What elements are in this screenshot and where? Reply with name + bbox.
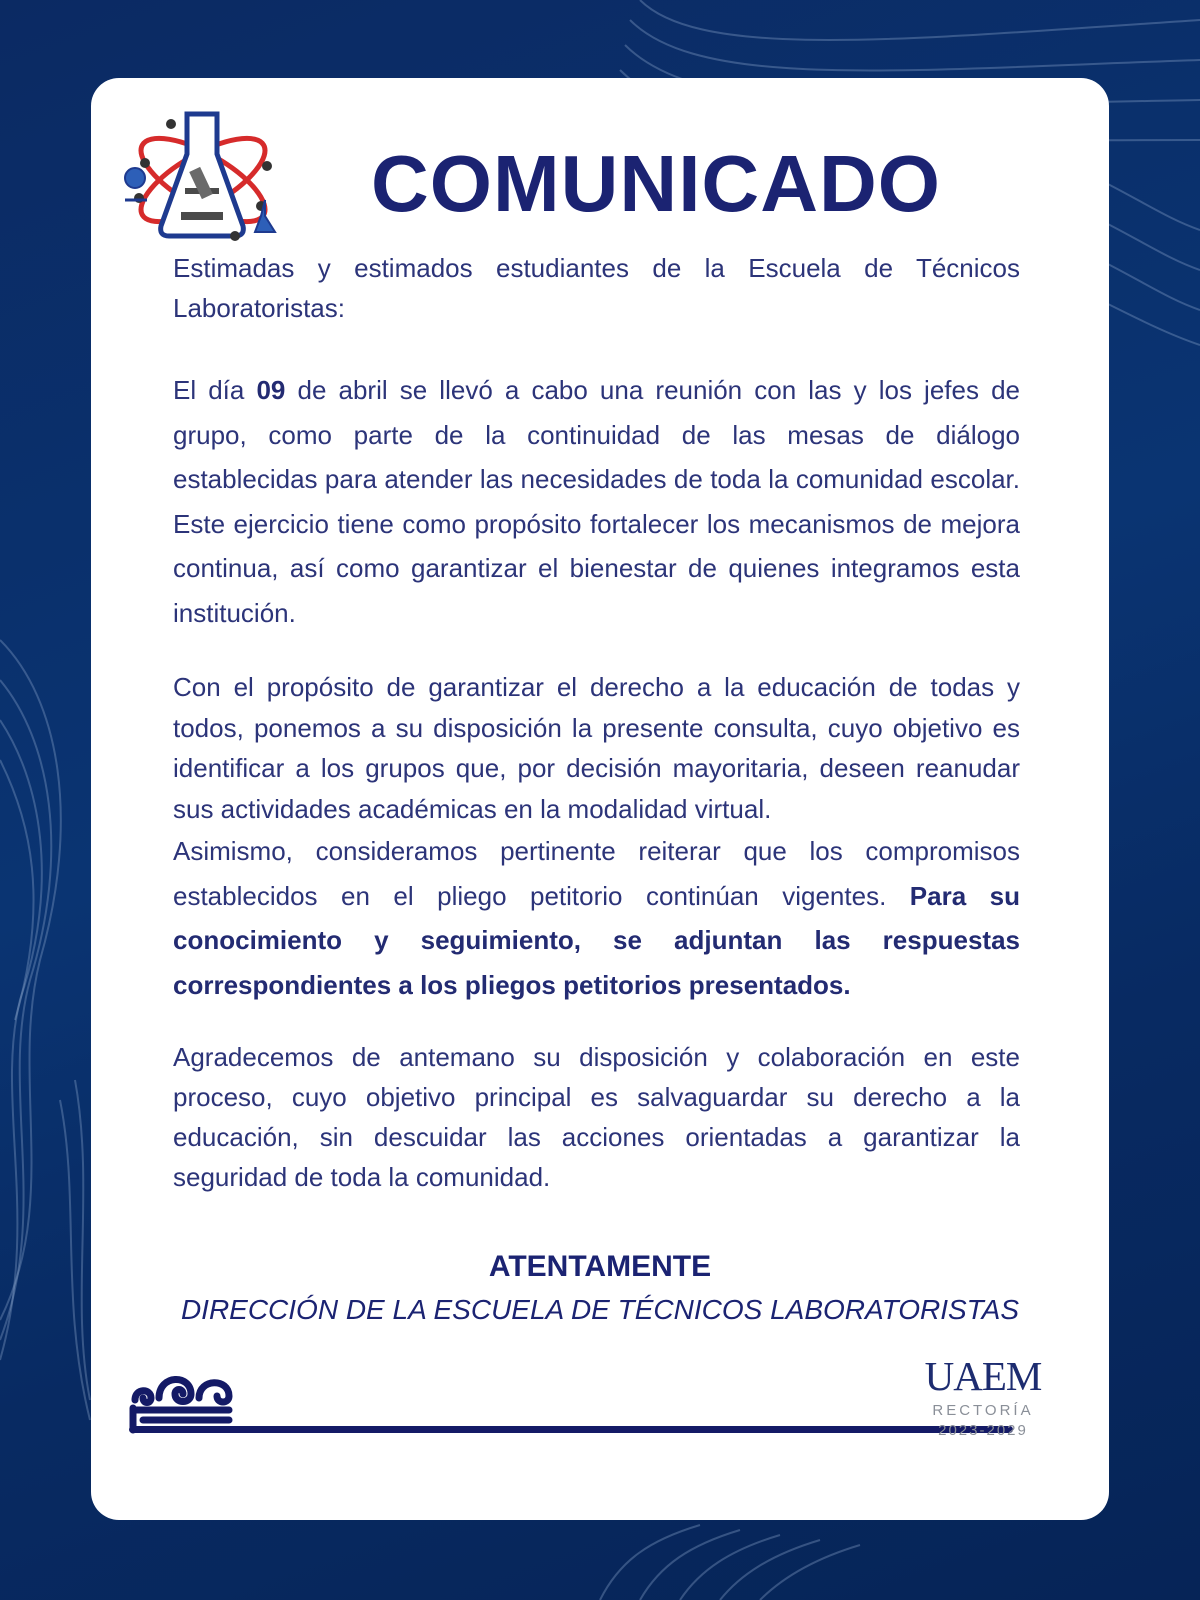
uaem-brand: UAEM bbox=[924, 1353, 1042, 1399]
meeting-text-rest: de abril se llevó a cabo una reunión con las y los jefes de grupo, como parte de la continuidad de las mesas de diálogo establecidas para atender las necesidades de toda la comunidad escolar. Este ejercicio tiene como propósito fortalecer los mecanismos de mejora continua, así como garantizar el bienestar de quienes integramos esta institución. bbox=[173, 375, 1020, 628]
greeting-paragraph: Estimadas y estimados estudiantes de la Escuela de Técnicos Laboratoristas: bbox=[173, 253, 1020, 323]
attachments-notice: Para su conocimiento y seguimiento, se adjuntan las respuestas correspondientes a los pliegos petitorios presentados. bbox=[173, 880, 1020, 1000]
commitments-paragraph bbox=[173, 829, 1020, 1007]
announcement-card bbox=[91, 78, 1109, 1520]
commitments-text: Asimismo, consideramos pertinente reiterar que los compromisos establecidos en el pliego petitorio continúan vigentes. bbox=[173, 836, 1020, 911]
meeting-text-start: El día bbox=[173, 375, 257, 405]
footer-rule bbox=[129, 1426, 1013, 1433]
meeting-paragraph bbox=[173, 368, 1020, 635]
thanks-paragraph: Agradecemos de antemano su disposición y colaboración en este proceso, cuyo objetivo principal es salvaguardar su derecho a la educación, sin descuidar las acciones orientadas a garantizar la seguridad de toda la comunidad. bbox=[173, 1042, 1020, 1192]
page-title: COMUNICADO bbox=[371, 139, 941, 228]
rectoria-period: 2023-2029 bbox=[938, 1422, 1028, 1439]
laboratory-flask-atom-logo bbox=[115, 108, 285, 248]
meeting-date-day: 09 bbox=[256, 375, 286, 405]
consultation-paragraph: Con el propósito de garantizar el derecho a la educación de todas y todos, ponemos a su disposición la presente consulta, cuyo objetivo es identificar a los grupos que, por decisión mayoritaria, deseen reanudar sus actividades académicas en la modalidad virtual. bbox=[173, 672, 1020, 824]
signer-name: DIRECCIÓN DE LA ESCUELA DE TÉCNICOS LABORATORISTAS bbox=[180, 1294, 1020, 1325]
closing-salutation: ATENTAMENTE bbox=[488, 1250, 712, 1283]
rectoria-label: RECTORÍA bbox=[932, 1402, 1034, 1419]
announcement-body bbox=[173, 248, 1020, 1197]
